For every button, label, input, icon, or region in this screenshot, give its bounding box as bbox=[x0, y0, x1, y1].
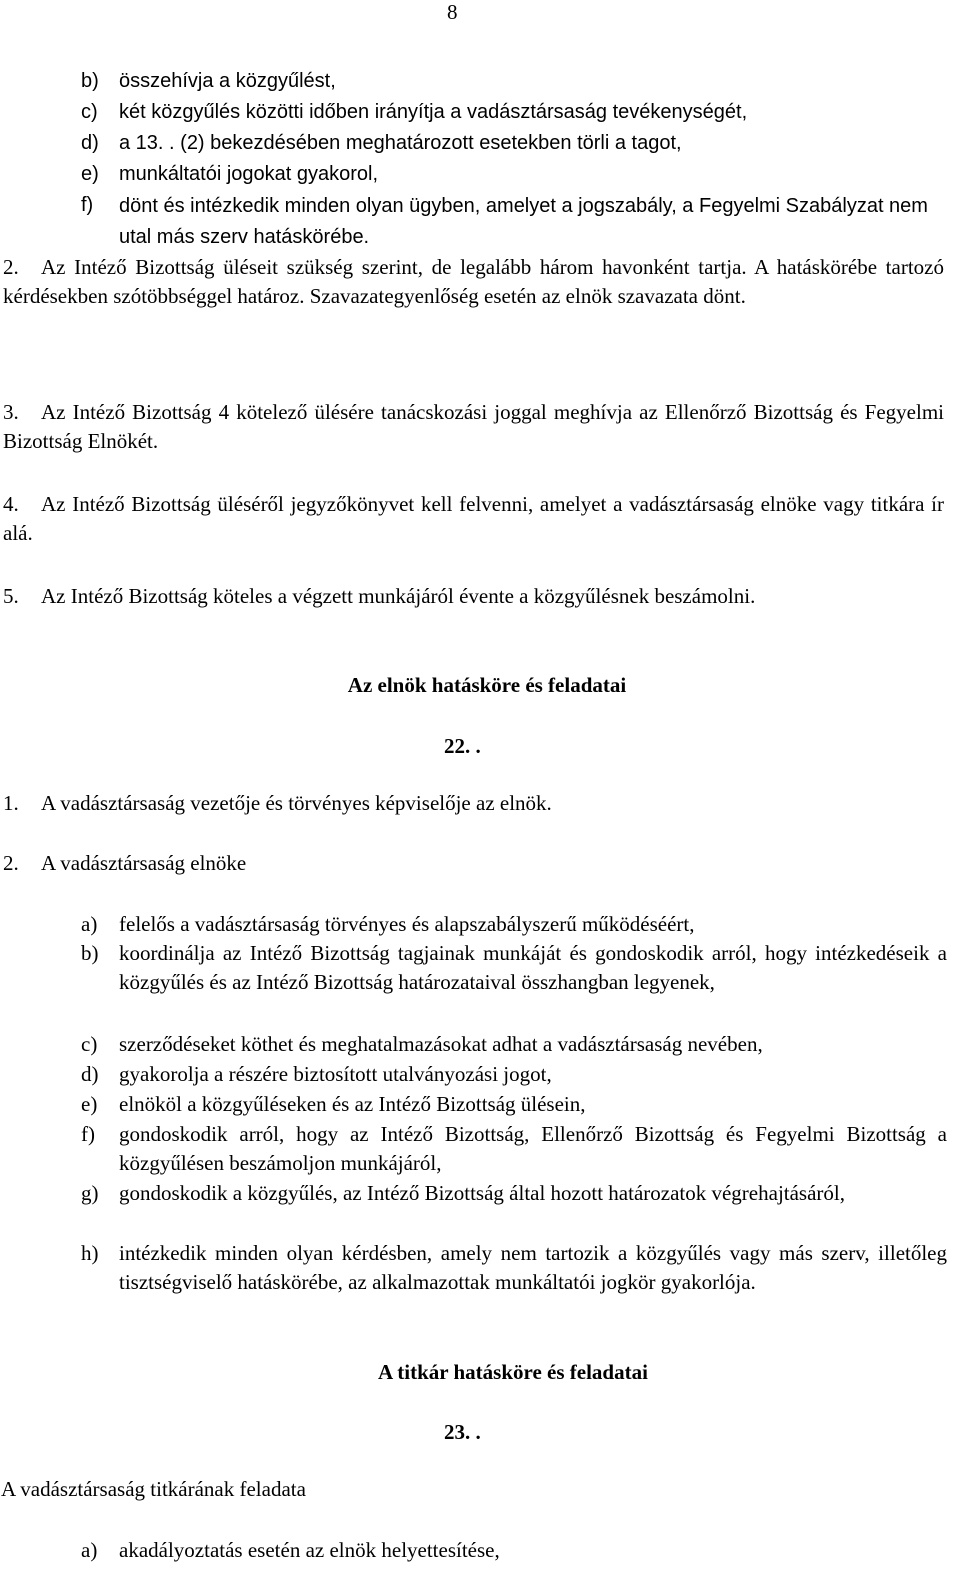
list-marker: e) bbox=[81, 163, 99, 185]
paragraph bbox=[3, 253, 944, 311]
list-marker: a) bbox=[81, 1538, 98, 1562]
list-marker: b) bbox=[81, 941, 99, 965]
paragraph-number: 2. bbox=[3, 851, 19, 875]
paragraph-text: Az Intéző Bizottság 4 kötelező ülésére tanácskozási joggal meghívja az Ellenőrző Bizottság és Fegyelmi Bizottság Elnökét. bbox=[3, 400, 944, 453]
list-marker: c) bbox=[81, 1032, 98, 1056]
list-text: intézkedik minden olyan kérdésben, amely nem tartozik a közgyűlés vagy más szerv, illetőleg tisztségviselő hatáskörébe, az alkalmazottak munkáltatói jogkör gyakorlója. bbox=[119, 1241, 947, 1294]
list-text: gyakorolja a részére biztosított utalványozási jogot, bbox=[119, 1062, 552, 1086]
paragraph-text: A vadásztársaság vezetője és törvényes képviselője az elnök. bbox=[41, 791, 552, 815]
list-text: koordinálja az Intéző Bizottság tagjainak munkáját és gondoskodik arról, hogy intézkedéseik a közgyűlés és az Intéző Bizottság határozataival összhangban legyenek, bbox=[119, 941, 947, 994]
paragraph-text: A vadásztársaság elnöke bbox=[41, 851, 247, 875]
list-marker: g) bbox=[81, 1181, 99, 1205]
list-marker: f) bbox=[81, 1122, 95, 1146]
paragraph bbox=[3, 398, 944, 456]
paragraph-number: 4. bbox=[3, 492, 19, 516]
page-number: 8 bbox=[447, 0, 458, 24]
list-text: gondoskodik a közgyűlés, az Intéző Bizottság által hozott határozatok végrehajtásáról, bbox=[119, 1181, 846, 1205]
list-text: két közgyűlés közötti időben irányítja a vadásztársaság tevékenységét, bbox=[119, 101, 748, 123]
list-text: gondoskodik arról, hogy az Intéző Bizottság, Ellenőrző Bizottság és Fegyelmi Bizottság a közgyűlésen beszámoljon munkájáról, bbox=[119, 1122, 947, 1175]
list-marker: e) bbox=[81, 1092, 98, 1116]
paragraph-number: 5. bbox=[3, 584, 19, 608]
paragraph bbox=[3, 582, 944, 611]
paragraph-text: Az Intéző Bizottság üléseit szükség szerint, de legalább három havonként tartja. A hatáskörébe tartozó kérdésekben szótöbbséggel határoz. Szavazategyenlőség esetén az elnök szavazata dönt. bbox=[3, 255, 944, 308]
paragraph: A vadásztársaság titkárának feladata bbox=[1, 1477, 306, 1501]
section-heading: Az elnök hatásköre és feladatai bbox=[347, 673, 627, 697]
list-text: felelős a vadásztársaság törvényes és alapszabályszerű működéséért, bbox=[119, 912, 695, 936]
section-number: 23. . bbox=[444, 1420, 481, 1444]
list-text: akadályoztatás esetén az elnök helyettesítése, bbox=[119, 1538, 500, 1562]
list-text: a 13. . (2) bekezdésében meghatározott esetekben törli a tagot, bbox=[119, 132, 682, 154]
paragraph-number: 3. bbox=[3, 400, 19, 424]
list-text: összehívja a közgyűlést, bbox=[119, 70, 336, 92]
paragraph-text: Az Intéző Bizottság köteles a végzett munkájáról évente a közgyűlésnek beszámolni. bbox=[41, 584, 756, 608]
list-marker: c) bbox=[81, 101, 98, 123]
paragraph-text: Az Intéző Bizottság üléséről jegyzőkönyvet kell felvenni, amelyet a vadásztársaság elnöke vagy titkára ír alá. bbox=[3, 492, 944, 545]
list-marker: b) bbox=[81, 70, 99, 92]
paragraph-number: 1. bbox=[3, 791, 19, 815]
paragraph bbox=[3, 849, 944, 878]
paragraph bbox=[3, 789, 944, 818]
list-marker: h) bbox=[81, 1241, 99, 1265]
section-heading: A titkár hatásköre és feladatai bbox=[378, 1360, 648, 1384]
list-marker: d) bbox=[81, 1062, 99, 1086]
list-marker: d) bbox=[81, 132, 99, 154]
list-text: dönt és intézkedik minden olyan ügyben, amelyet a jogszabály, a Fegyelmi Szabályzat nem utal más szerv hatáskörébe. bbox=[119, 195, 928, 248]
paragraph bbox=[3, 490, 944, 548]
list-marker: a) bbox=[81, 912, 98, 936]
list-text: szerződéseket köthet és meghatalmazásokat adhat a vadásztársaság nevében, bbox=[119, 1032, 763, 1056]
paragraph-number: 2. bbox=[3, 255, 19, 279]
list-text: elnököl a közgyűléseken és az Intéző Bizottság ülésein, bbox=[119, 1092, 586, 1116]
list-text: munkáltatói jogokat gyakorol, bbox=[119, 163, 379, 185]
list-marker: f) bbox=[81, 194, 94, 216]
section-number: 22. . bbox=[444, 734, 481, 758]
